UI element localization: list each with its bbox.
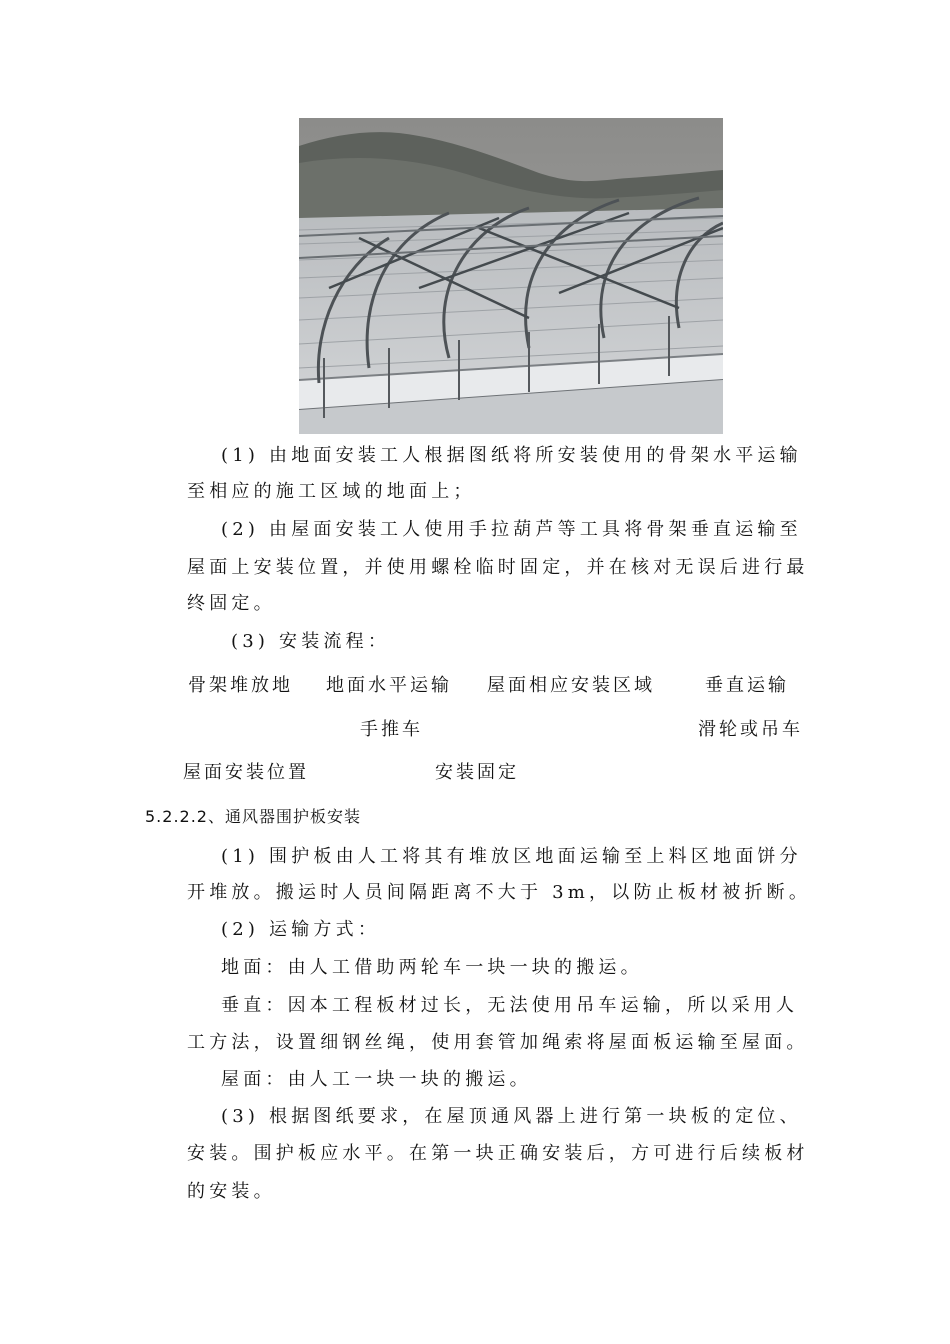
- para-4-line-1: (1) 围护板由人工将其有堆放区地面运输至上料区地面饼分: [221, 846, 802, 867]
- vertical-transport-line-1: 垂直：因本工程板材过长，无法使用吊车运输，所以采用人: [221, 995, 799, 1016]
- ground-transport: 地面：由人工借助两轮车一块一块的搬运。: [221, 957, 643, 978]
- para-2-line-3: 终固定。: [187, 593, 276, 614]
- para-1-line-2: 至相应的施工区域的地面上；: [187, 481, 476, 502]
- flow-tool-1: 手推车: [360, 719, 423, 740]
- para-6-line-2: 安装。围护板应水平。在第一块正确安装后，方可进行后续板材: [187, 1143, 809, 1164]
- para-2-line-1: (2) 由屋面安装工人使用手拉葫芦等工具将骨架垂直运输至: [221, 519, 802, 540]
- section-heading: 5.2.2.2、通风器围护板安装: [145, 807, 361, 826]
- para-5: (2) 运输方式：: [221, 919, 381, 940]
- flow-step-4: 垂直运输: [705, 675, 789, 696]
- flow-step-1: 骨架堆放地: [188, 675, 293, 696]
- para-2-line-2: 屋面上安装位置，并使用螺栓临时固定，并在核对无误后进行最: [187, 557, 809, 578]
- para-6-line-3: 的安装。: [187, 1181, 276, 1202]
- para-3: (3) 安装流程：: [231, 631, 391, 652]
- vertical-transport-line-2: 工方法，设置细钢丝绳，使用套管加绳索将屋面板运输至屋面。: [187, 1032, 809, 1053]
- flow-step-5: 屋面安装位置: [183, 762, 309, 783]
- roof-frame-photo: [299, 118, 723, 434]
- para-1-line-1: (1) 由地面安装工人根据图纸将所安装使用的骨架水平运输: [221, 445, 802, 466]
- flow-step-3: 屋面相应安装区域: [487, 675, 655, 696]
- flow-tool-2: 滑轮或吊车: [698, 719, 803, 740]
- roof-transport: 屋面：由人工一块一块的搬运。: [221, 1069, 532, 1090]
- para-4-line-2: 开堆放。搬运时人员间隔距离不大于 3m，以防止板材被折断。: [187, 882, 812, 903]
- para-6-line-1: (3) 根据图纸要求，在屋顶通风器上进行第一块板的定位、: [221, 1106, 802, 1127]
- flow-step-6: 安装固定: [435, 762, 519, 783]
- flow-step-2: 地面水平运输: [326, 675, 452, 696]
